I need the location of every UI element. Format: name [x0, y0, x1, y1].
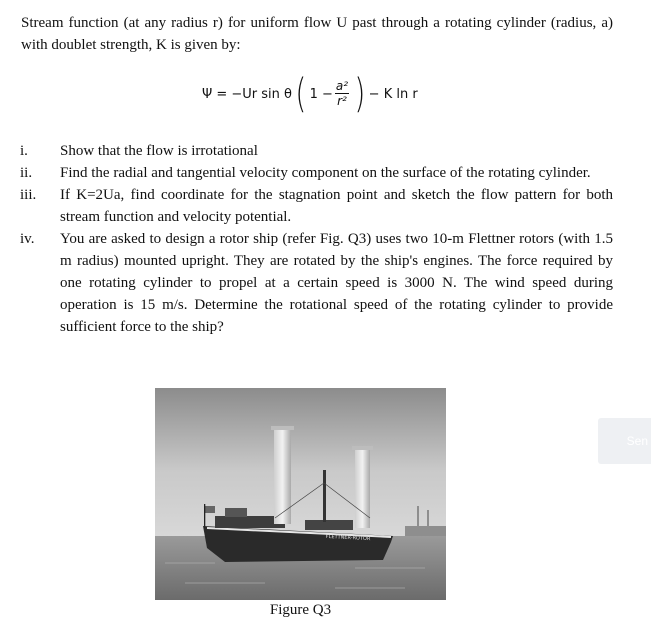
flettner-rotor-ship-photo [155, 388, 446, 600]
equation-one-minus: 1 − [309, 86, 333, 102]
question-number: ii. [20, 165, 33, 181]
sky [155, 388, 446, 538]
equation-lhs: Ψ = −Ur sin θ [202, 86, 292, 102]
intro-paragraph: Stream function (at any radius r) for uniform flow U past through a rotating cylinder (radius, a) with doublet strength, K is given by: [21, 15, 613, 53]
question-number: iii. [20, 187, 37, 203]
question-item [20, 228, 613, 338]
equation-fraction [335, 80, 349, 108]
fraction-numerator: a² [335, 79, 349, 93]
question-item [20, 140, 613, 162]
figure-caption: Figure Q3 [269, 602, 332, 618]
rotor-front [274, 428, 291, 524]
question-text: If K=2Ua, find coordinate for the stagnation point and sketch the flow pattern for both stream function and velocity potential. [60, 187, 613, 225]
question-number: i. [20, 143, 28, 159]
flag [205, 506, 215, 513]
question-item [20, 184, 613, 228]
question-number: iv. [20, 231, 35, 247]
bridge [225, 508, 247, 517]
question-list [20, 140, 613, 338]
rear-house [305, 520, 353, 530]
hull-lettering: FLETTNER-ROTOR [325, 533, 371, 543]
rotor-rear-cap [352, 446, 373, 450]
equation-tail: − K ln r [368, 86, 418, 102]
right-paren: ) [354, 71, 366, 117]
fraction-denominator: r² [337, 94, 347, 108]
stream-function-equation [202, 70, 418, 118]
left-paren: ( [295, 71, 307, 117]
question-item [20, 162, 613, 184]
question-text: Show that the flow is irrotational [60, 143, 258, 159]
send-button[interactable]: Sen [598, 418, 651, 464]
mast [323, 470, 326, 522]
question-text: You are asked to design a rotor ship (refer Fig. Q3) uses two 10-m Flettner rotors (with 1.5 m radius) mounted upright. They are rotated by the ship's engines. The force required by one rotating cylinder to propel at a certain speed is 3000 N. The wind speed during operation is 15 m/s. Determine the rotational speed of the rotating cylinder to provide sufficient force to the ship? [60, 231, 613, 335]
rotor-front-cap [271, 426, 294, 430]
question-text: Find the radial and tangential velocity component on the surface of the rotating cylinder. [60, 165, 591, 181]
